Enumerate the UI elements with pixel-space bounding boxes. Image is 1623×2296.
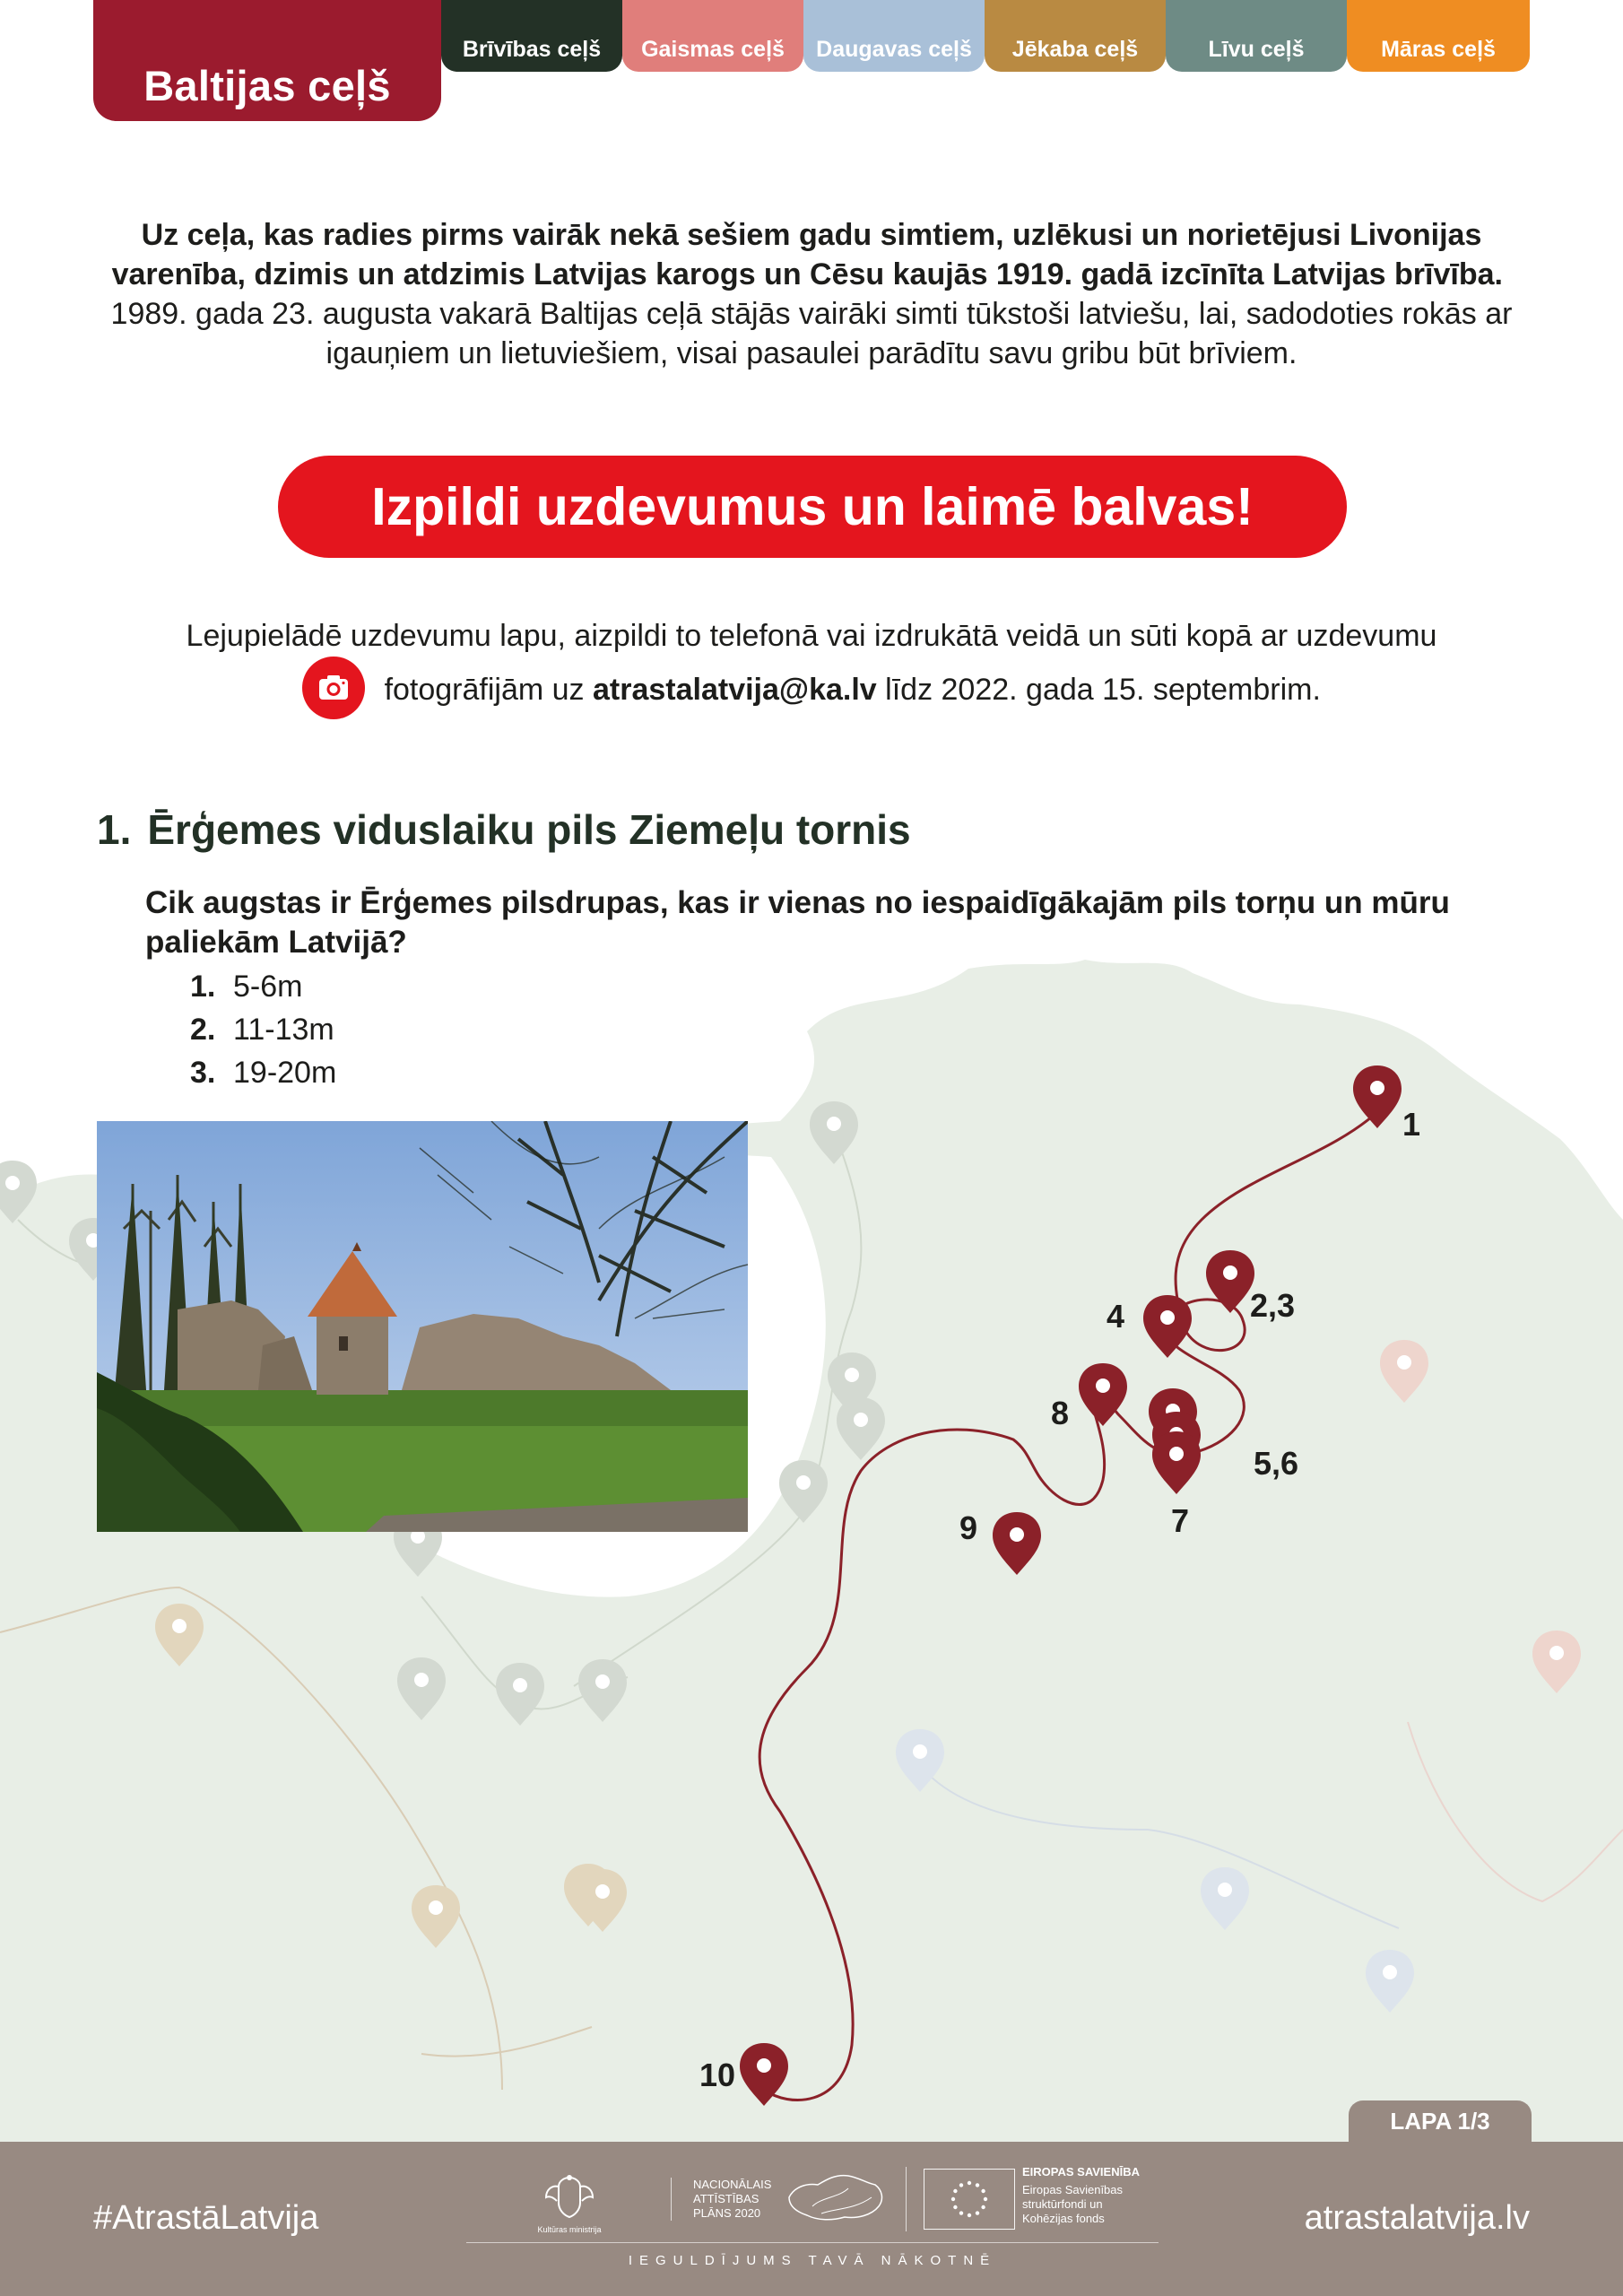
map-label-5-6: 5,6	[1254, 1445, 1299, 1482]
website-link[interactable]: atrastalatvija.lv	[1304, 2199, 1530, 2237]
intro-bold: Uz ceļa, kas radies pirms vairāk nekā sešiem gadu simtiem, uzlēkusi un norietējusi Livonijas varenība, dzimis un atdzimis Latvijas karogs un Cēsu kaujās 1919. gadā izcīnīta Latvijas brīvība.	[111, 218, 1503, 291]
latvia-outline-icon	[785, 2170, 886, 2224]
instructions-prefix: fotogrāfijām uz	[384, 672, 585, 707]
answer-option[interactable]	[190, 965, 336, 1008]
tab-label: Gaismas ceļš	[641, 37, 785, 62]
tab-label: Māras ceļš	[1381, 37, 1496, 62]
tab-jekaba-cels[interactable]	[985, 0, 1166, 72]
map-label-7: 7	[1171, 1502, 1190, 1539]
map-label-4: 4	[1107, 1298, 1125, 1335]
instructions	[117, 612, 1506, 723]
camera-icon	[302, 657, 365, 719]
ministry-logo	[529, 2174, 610, 2234]
answer-number: 1.	[190, 970, 216, 1004]
eu-flag-icon	[924, 2169, 1015, 2230]
tab-gaismas-cels[interactable]	[622, 0, 803, 72]
cta-text: Izpildi uzdevumus un laimē balvas!	[371, 477, 1254, 536]
answer-option[interactable]	[190, 1051, 336, 1094]
nap-line: NACIONĀLAIS	[693, 2178, 772, 2191]
tab-label: Jēkaba ceļš	[1011, 37, 1139, 62]
task-title	[97, 805, 911, 854]
page-indicator-text: LAPA 1/3	[1390, 2107, 1490, 2135]
instructions-line1: Lejupielādē uzdevumu lapu, aizpildi to telefonā vai izdrukātā veidā un sūti kopā ar uzdevumu	[186, 619, 1437, 653]
instructions-line2	[117, 660, 1506, 723]
task-question: Cik augstas ir Ērģemes pilsdrupas, kas ir vienas no iespaidīgākajām pils torņu un mūru paliekām Latvijā?	[145, 885, 1450, 960]
instructions-suffix: līdz 2022. gada 15. septembrim.	[885, 672, 1321, 707]
footer	[0, 2142, 1623, 2296]
answer-text: 11-13m	[233, 1013, 334, 1047]
map-label-1: 1	[1402, 1106, 1421, 1143]
map-label-10: 10	[699, 2057, 736, 2093]
castle-ruins-photo	[97, 1121, 748, 1532]
eu-name: EIROPAS SAVIENĪBA	[1022, 2165, 1140, 2179]
eu-funds-line: Eiropas Savienības	[1022, 2183, 1124, 2196]
tab-baltijas-cels[interactable]	[93, 0, 441, 121]
eu-funds-line: struktūrfondi un	[1022, 2197, 1103, 2211]
answer-text: 5-6m	[233, 970, 303, 1004]
task-title-text: Ērģemes viduslaiku pils Ziemeļu tornis	[147, 806, 911, 853]
ministry-name: Kultūras ministrija	[537, 2225, 602, 2234]
nap-logo	[671, 2178, 772, 2221]
footer-divider	[906, 2167, 907, 2231]
slogan-divider	[466, 2242, 1159, 2243]
nap-line: PLĀNS 2020	[693, 2206, 761, 2220]
map-label-2-3: 2,3	[1250, 1287, 1296, 1324]
answer-text: 19-20m	[233, 1056, 337, 1090]
answer-option[interactable]	[190, 1008, 336, 1051]
intro-regular: 1989. gada 23. augusta vakarā Baltijas ceļā stājās vairāki simti tūkstoši latviešu, lai, sadodoties rokās ar igauņiem un lietuviešiem, visai pasaulei parādītu savu gribu būt brīviem.	[110, 297, 1513, 370]
task-number: 1.	[97, 806, 132, 853]
hashtag-link[interactable]: #AtrastāLatvija	[93, 2199, 319, 2237]
nap-line: ATTĪSTĪBAS	[693, 2192, 759, 2205]
cta-banner	[278, 456, 1347, 558]
page-indicator	[1349, 2100, 1532, 2142]
map-label-9: 9	[959, 1509, 978, 1546]
answer-number: 2.	[190, 1013, 216, 1047]
tab-livu-cels[interactable]	[1166, 0, 1347, 72]
tab-maras-cels[interactable]	[1347, 0, 1530, 72]
slogan: IEGULDĪJUMS TAVĀ NĀKOTNĒ	[628, 2253, 997, 2268]
answer-list	[190, 965, 336, 1094]
coat-of-arms-icon	[541, 2174, 598, 2219]
tab-label: Brīvības ceļš	[462, 37, 602, 62]
tab-daugavas-cels[interactable]	[803, 0, 985, 72]
tab-label: Daugavas ceļš	[816, 37, 972, 62]
intro-text	[99, 215, 1524, 373]
email-link[interactable]: atrastalatvija@ka.lv	[593, 672, 877, 707]
tab-label: Līvu ceļš	[1208, 37, 1305, 62]
eu-funds-text	[1022, 2165, 1175, 2226]
answer-number: 3.	[190, 1056, 216, 1090]
route-map	[0, 933, 1623, 2144]
eu-funds-line: Kohēzijas fonds	[1022, 2212, 1105, 2225]
map-label-8: 8	[1051, 1395, 1070, 1431]
tab-brivibas-cels[interactable]	[441, 0, 622, 72]
tab-label: Baltijas ceļš	[143, 62, 391, 109]
